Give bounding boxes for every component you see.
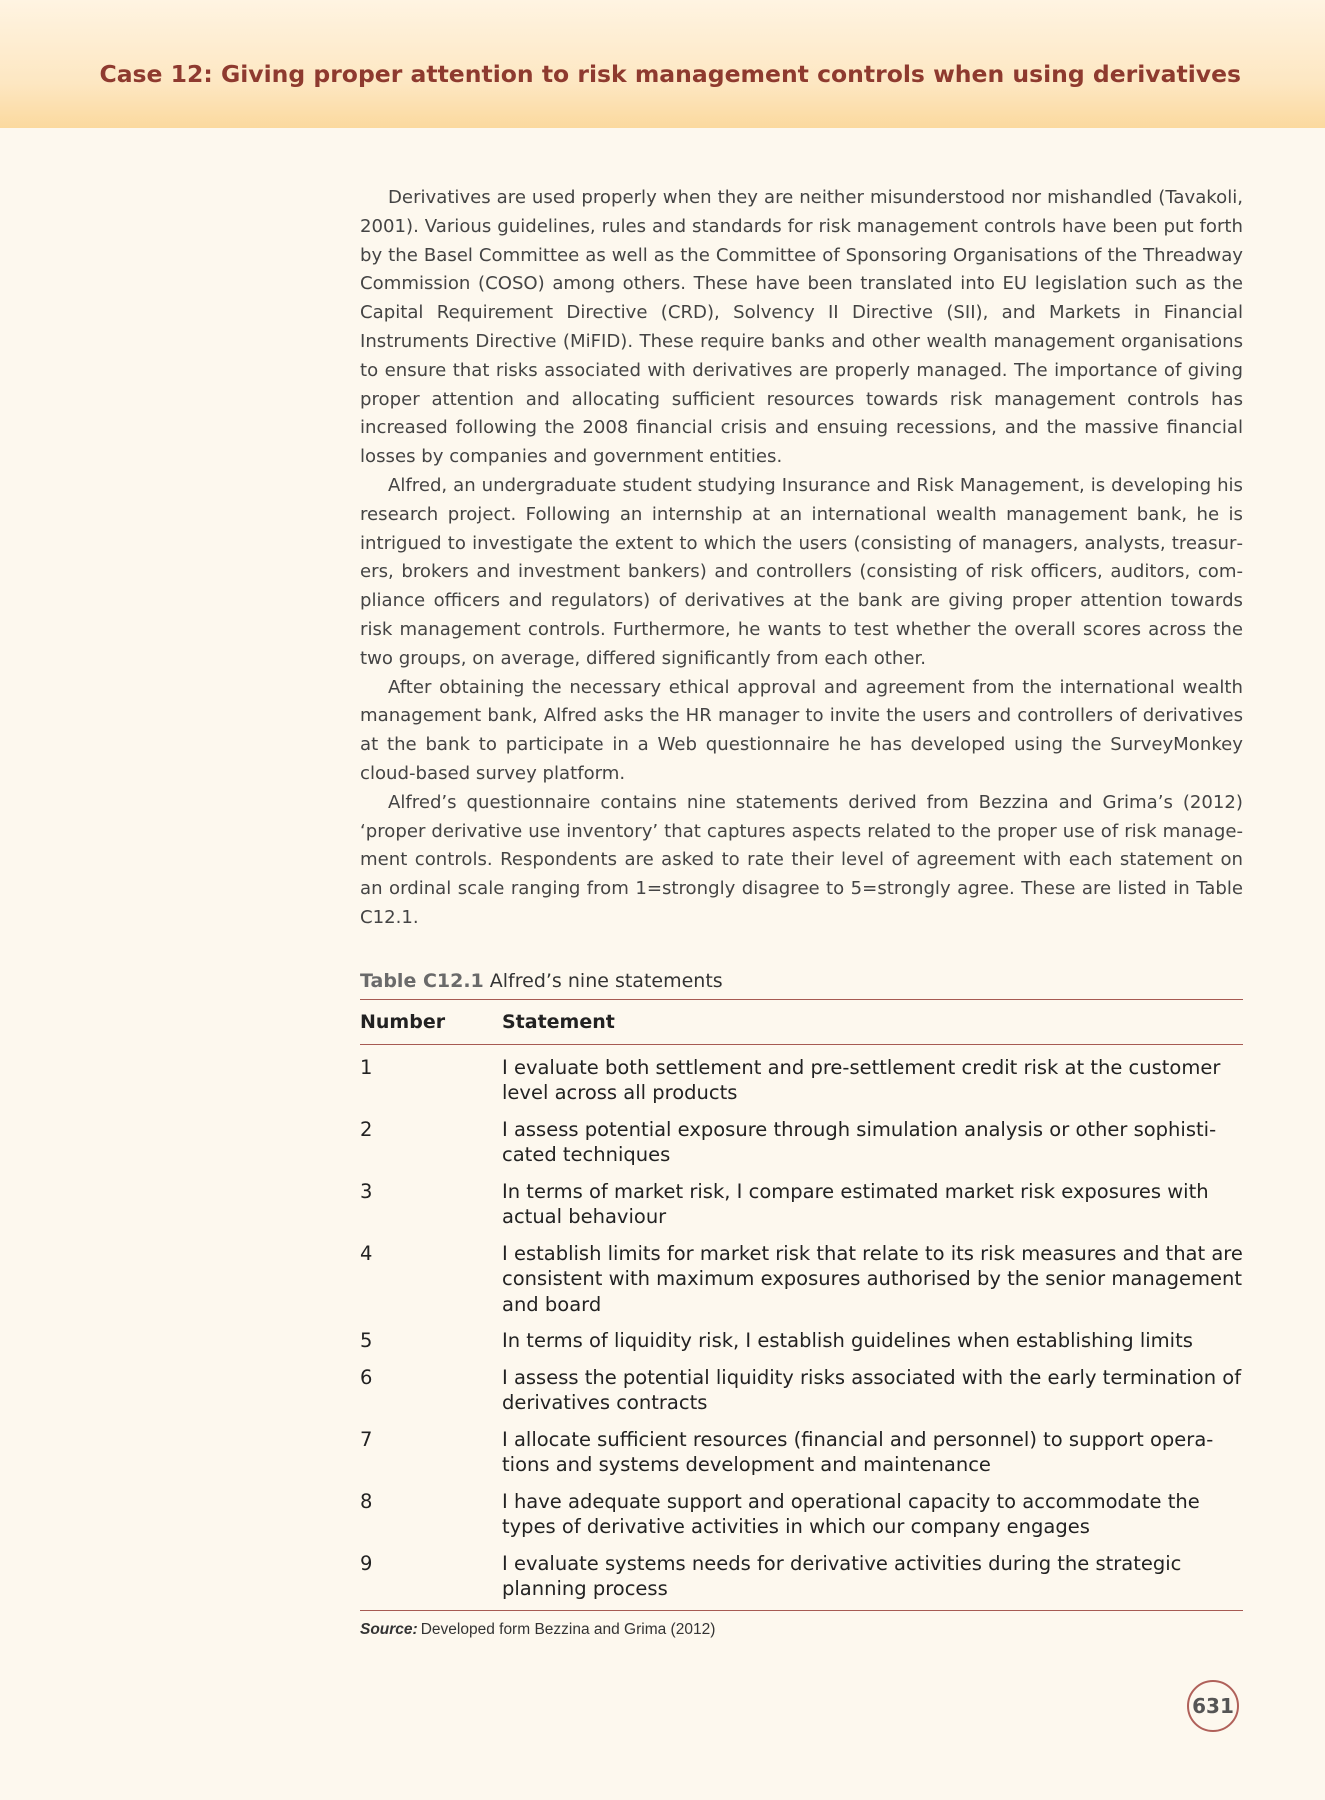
row-statement: I allocate sufficient resources (financial and personnel) to support operations and systems development and maintenance (502, 1427, 1214, 1477)
table-row (360, 1358, 1243, 1420)
source-label: Source: (360, 1620, 418, 1638)
row-statement: I assess potential exposure through simulation analysis or other sophisticated techniques (502, 1117, 1217, 1167)
row-statement: I have adequate support and operational capacity to accommodate the types of derivative activities in which our company engages (502, 1489, 1200, 1539)
row-number: 8 (360, 1489, 373, 1513)
row-number: 7 (360, 1427, 373, 1451)
table-row (360, 1321, 1243, 1358)
table-title: Alfred’s nine statements (489, 969, 723, 992)
row-number: 4 (360, 1241, 373, 1265)
paragraph-2: Alfred, an undergraduate student studying Insurance and Risk Management, is developing his research project. Following an internship at an international wealth management bank, he is intrigued to investigate the extent to which the users (consisting of managers, analysts, treasurers, brokers and investment bankers) and controllers (consisting of risk officers, auditors, compliance officers and regulators) of derivatives at the bank are giving proper attention towards risk management controls. Furthermore, he wants to test whether the overall scores across the two groups, on average, differed significantly from each other. (360, 474, 1243, 669)
paragraph-1: Derivatives are used properly when they are neither misunderstood nor mishandled (Tavakoli, 2001). Various guidelines, rules and standards for risk management controls have been put forth by the Basel Committee as well as the Committee of Sponsoring Organisations of the Threadway Commission (COSO) among others. These have been translated into EU legislation such as the Capital Requirement Directive (CRD), Solvency II Directive (SII), and Markets in Financial Instruments Directive (MiFID). These require banks and other wealth management organisations to ensure that risks associated with derivatives are properly managed. The importance of giving proper attention and allocating sufficient resources towards risk management controls has increased following the 2008 financial crisis and ensuing recessions, and the massive financial losses by companies and government entities. (360, 187, 1243, 468)
table-caption (360, 965, 1243, 997)
row-number: 6 (360, 1365, 373, 1389)
table-row (360, 1110, 1243, 1172)
main-content (360, 184, 1243, 1639)
source-text: Developed form Bezzina and Grima (2012) (420, 1620, 716, 1638)
row-statement: I assess the potential liquidity risks associated with the early termination of derivatives contracts (502, 1365, 1242, 1415)
table-row (360, 1420, 1243, 1482)
row-number: 5 (360, 1329, 373, 1353)
column-header-number: Number (360, 999, 502, 1044)
table-header-row (360, 999, 1243, 1044)
row-statement: In terms of liquidity risk, I establish guidelines when establishing limits (502, 1329, 1193, 1353)
table-row (360, 1234, 1243, 1322)
column-header-statement: Statement (502, 999, 1243, 1044)
table-source (360, 1621, 1243, 1639)
table-label: Table C12.1 (360, 969, 484, 992)
row-number: 1 (360, 1055, 373, 1079)
paragraph-3: After obtaining the necessary ethical approval and agreement from the international wealth management bank, Alfred asks the HR manager to invite the users and controllers of derivatives at the bank to participate in a Web questionnaire he has developed using the SurveyMonkey cloud-based survey platform. (360, 676, 1243, 784)
table-row (360, 1544, 1243, 1611)
row-statement: In terms of market risk, I compare estimated market risk exposures with actual behaviour (502, 1179, 1209, 1229)
statements-table (360, 999, 1243, 1611)
row-number: 2 (360, 1117, 373, 1141)
row-statement: I evaluate both settlement and pre-settlement credit risk at the customer level across all products (502, 1055, 1221, 1105)
row-statement: I establish limits for market risk that relate to its risk measures and that are consistent with maximum exposures authorised by the senior management and board (502, 1241, 1243, 1316)
row-number: 9 (360, 1544, 502, 1611)
row-number: 3 (360, 1179, 373, 1203)
table-row (360, 1044, 1243, 1110)
table-row (360, 1172, 1243, 1234)
paragraph-4: Alfred’s questionnaire contains nine statements derived from Bezzina and Grima’s (2012) ‘proper derivative use inventory’ that captures aspects related to the proper use of risk management controls. Respondents are asked to rate their level of agreement with each statement on an ordinal scale ranging from 1=strongly disagree to 5=strongly agree. These are listed in Table C12.1. (360, 791, 1243, 928)
row-statement: I evaluate systems needs for derivative activities during the strategic planning process (502, 1544, 1243, 1611)
running-header (0, 0, 1325, 128)
table-row (360, 1482, 1243, 1544)
chapter-title: Case 12: Giving proper attention to risk management controls when using derivatives (99, 60, 1241, 88)
page-number: 631 (1187, 1680, 1239, 1732)
